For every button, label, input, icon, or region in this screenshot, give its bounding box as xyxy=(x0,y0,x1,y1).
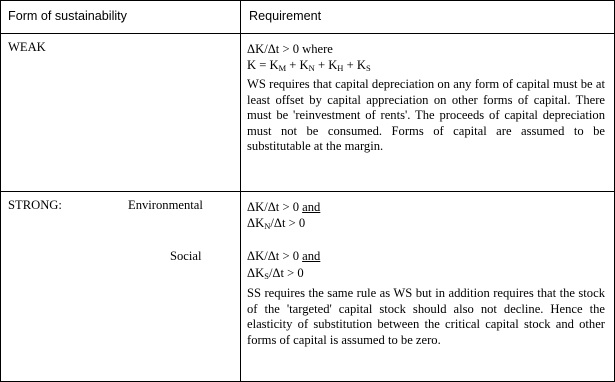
soc-formula-line1: ΔK/Δt > 0 and xyxy=(247,249,321,263)
env-formula-line1: ΔK/Δt > 0 and xyxy=(247,200,321,214)
table-border-left xyxy=(0,0,1,382)
header-divider xyxy=(0,33,615,34)
row-divider xyxy=(0,191,615,192)
strong-environmental: Environmental xyxy=(128,198,203,212)
soc-formula-line2: $\Delta K_S/\Delta t > 0$ xyxy=(247,266,304,281)
form-strong: STRONG: xyxy=(8,198,62,212)
table-border-top xyxy=(0,0,615,1)
header-form-of-sustainability: Form of sustainability xyxy=(8,9,127,23)
env-formula-line2: $\Delta K_N/\Delta t > 0$ xyxy=(247,216,306,231)
weak-description: WS requires that capital depreciation on any form of capital must be at least offset by capital appreciation on other forms of capital. There must be 'reinvestment of rents'. The proceeds of capital depreciation must not be consumed. Forms of capital are assumed to be substitutable at the margin. xyxy=(247,77,605,154)
header-requirement: Requirement xyxy=(249,9,322,23)
weak-formula-line2: $K = K_M + K_N + K_H + K_S$ xyxy=(247,58,371,73)
form-weak: WEAK xyxy=(8,40,46,54)
weak-formula-line1: ΔK/Δt > 0 where xyxy=(247,42,333,56)
column-divider xyxy=(240,0,241,382)
strong-description: SS requires the same rule as WS but in addition requires that the stock of the 'targeted' capital stock should also not decline. Hence the elasticity of substitution between the critical capital stock and other forms of capital is assumed to be zero. xyxy=(247,286,605,347)
strong-social: Social xyxy=(170,249,202,263)
